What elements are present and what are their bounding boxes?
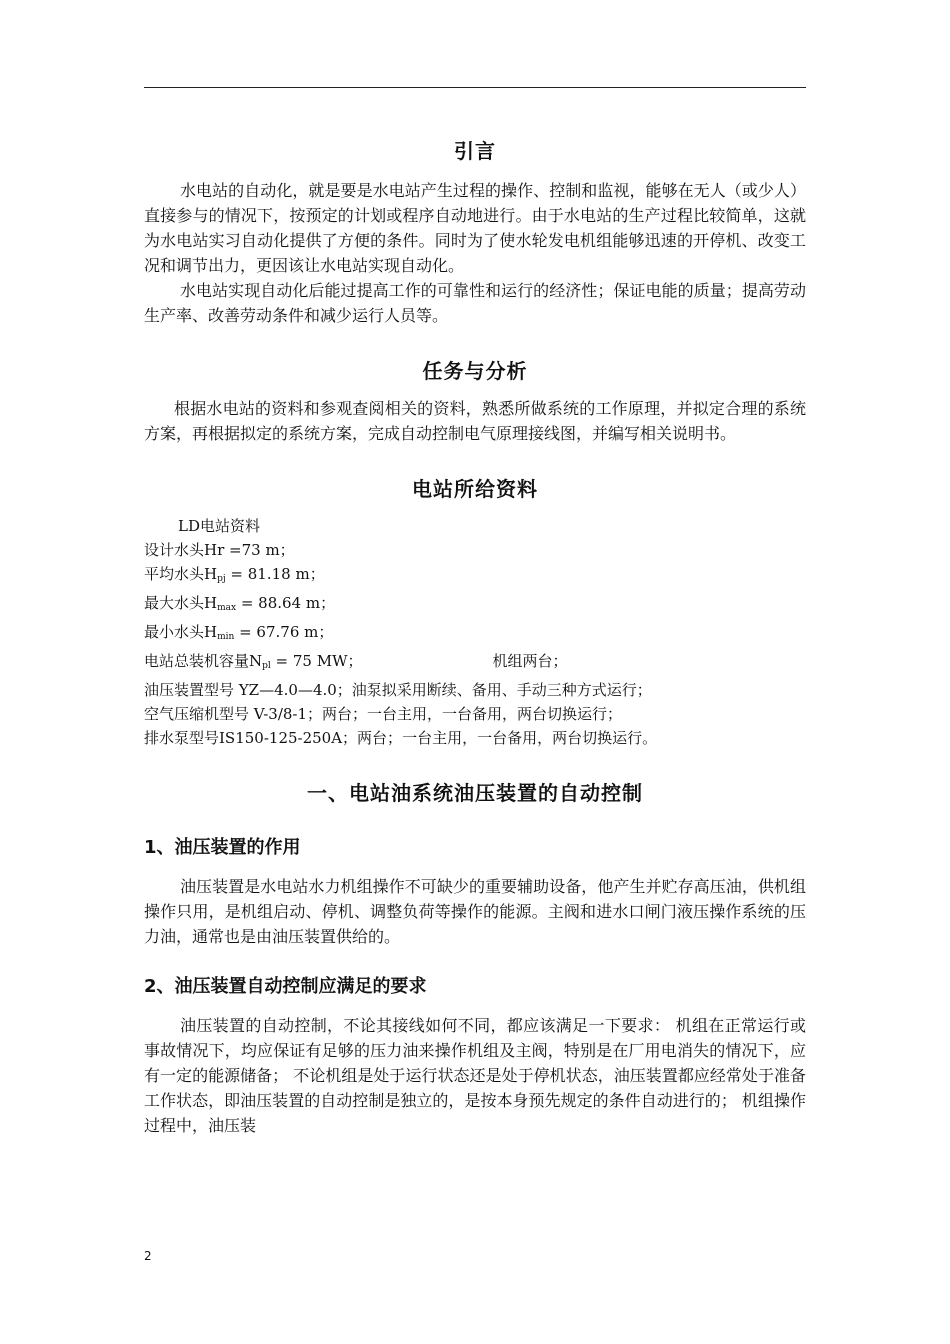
task-title: 任务与分析: [422, 359, 528, 383]
drain-pump-line: 排水泵型号IS150-125-250A；两台；一台主用，一台备用，两台切换运行。: [144, 729, 658, 747]
design-head-line: 设计水头Hr =73 m；: [144, 541, 295, 559]
section1-sub2-paragraph: 油压装置的自动控制，不论其接线如何不同，都应该满足一下要求： 机组在正常运行或事故情况下，均应保证有足够的压力油来操作机组及主阀，特别是在厂用电消失的情况下，应有一定的能源储备； 不论机组是处于运行状态还是处于停机状态，油压装置都应经常处于准备工作状态，即油压装置的自动控制是独立的，是按本身预先规定的条件自动进行的； 机组操作过程中，油压装: [144, 1016, 806, 1135]
capacity-line: 电站总装机容量$N_{pl} = 75$ MW； 机组两台；: [144, 652, 568, 671]
task-paragraph: 根据水电站的资料和参观查阅相关的资料，熟悉所做系统的工作原理，并拟定合理的系统方案，再根据拟定的系统方案，完成自动控制电气原理接线图，并编写相关说明书。: [144, 399, 806, 443]
avg-head-line: 平均水头$H_{pj} = 81.18$ m；: [144, 565, 325, 584]
min-head-line: 最小水头$H_{min} = 67.76$ m；: [144, 623, 334, 642]
intro-paragraph-1: 水电站的自动化，就是要是水电站产生过程的操作、控制和监视，能够在无人（或少人）直接参与的情况下，按预定的计划或程序自动地进行。由于水电站的生产过程比较简单，这就为水电站实习自动化提供了方便的条件。同时为了使水轮发电机组能够迅速的开停机、改变工况和调节出力，更因该让水电站实现自动化。: [144, 181, 806, 275]
section1-title: 一、电站油系统油压装置的自动控制: [307, 781, 643, 805]
document-body: [144, 130, 806, 1138]
intro-title: 引言: [454, 139, 496, 163]
section1-sub2-title: 2、油压装置自动控制应满足的要求: [144, 976, 427, 997]
max-head-line: 最大水头$H_{max} = 88.64$ m；: [144, 594, 336, 613]
oil-device-line: 油压装置型号 YZ—4.0—4.0；油泵拟采用断续、备用、手动三种方式运行；: [144, 681, 652, 699]
section1-sub1-title: 1、油压装置的作用: [144, 837, 301, 858]
page-number: 2: [144, 1249, 152, 1263]
header-rule: [144, 87, 806, 88]
air-compressor-line: 空气压缩机型号 V-3/8-1；两台；一台主用，一台备用，两台切换运行；: [144, 705, 623, 723]
intro-paragraph-2: 水电站实现自动化后能过提高工作的可靠性和运行的经济性；保证电能的质量；提高劳动生产率、改善劳动条件和减少运行人员等。: [144, 281, 806, 325]
station-heading: LD电站资料: [178, 517, 260, 535]
station-title: 电站所给资料: [412, 477, 538, 501]
section1-sub1-paragraph: 油压装置是水电站水力机组操作不可缺少的重要辅助设备，他产生并贮存高压油，供机组操作只用，是机组启动、停机、调整负荷等操作的能源。主阀和进水口闸门液压操作系统的压力油，通常也是由油压装置供给的。: [144, 877, 806, 946]
units-count: 机组两台；: [492, 652, 568, 670]
